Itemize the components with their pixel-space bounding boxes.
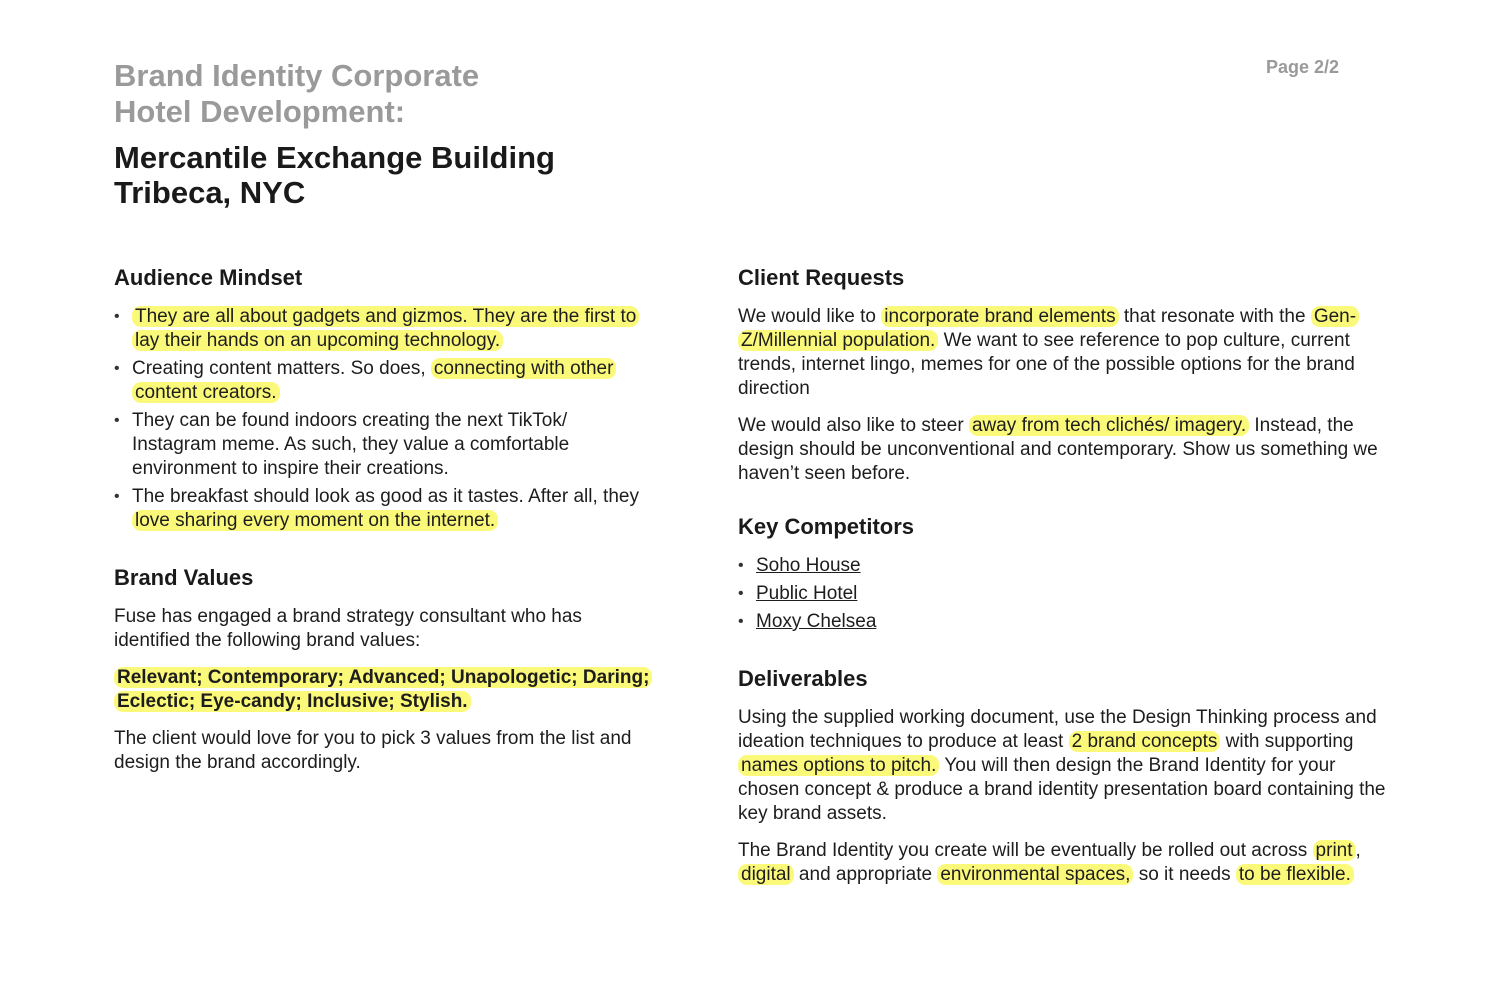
- header-line-4: Tribeca, NYC: [114, 175, 306, 210]
- text: with supporting: [1220, 731, 1354, 752]
- highlight: connecting with other content creators.: [132, 358, 616, 403]
- deliverables-section: [738, 664, 1398, 887]
- deliverables-title: Deliverables: [738, 666, 868, 691]
- competitors-section: [738, 512, 1398, 634]
- highlight: away from tech clichés/ imagery.: [969, 415, 1249, 436]
- text: We want to see reference to pop culture, current trends, internet lingo, memes for one of the possible options for the brand direction: [738, 330, 1355, 399]
- brand-values-section: [114, 563, 654, 775]
- text: We would also like to steer: [738, 415, 969, 436]
- audience-section: [114, 263, 654, 533]
- header-line-3: Mercantile Exchange Building: [114, 140, 555, 175]
- highlight: to be flexible.: [1236, 864, 1354, 885]
- text: Creating content matters. So does,: [132, 358, 431, 379]
- audience-bullet-3: • They can be found indoors creating the next TikTok/ Instagram meme. As such, they value a comfortable environment to inspire their creations.: [114, 409, 654, 481]
- client-requests-title: Client Requests: [738, 265, 905, 290]
- highlight: print: [1313, 840, 1356, 861]
- audience-bullet-2: [114, 357, 654, 405]
- highlight: They are all about gadgets and gizmos. They are the first to lay their hands on an upcoming technology.: [132, 306, 639, 351]
- brand-values-intro: Fuse has engaged a brand strategy consultant who has identified the following brand values:: [114, 606, 582, 651]
- text: The Brand Identity you create will be eventually be rolled out across: [738, 840, 1313, 861]
- brand-values-title: Brand Values: [114, 565, 254, 590]
- header-line-1: Brand Identity Corporate: [114, 58, 480, 93]
- text: You will then design the Brand Identity for your chosen concept & produce a brand identity presentation board containing the key brand assets.: [738, 755, 1386, 824]
- competitor-link-moxy-chelsea[interactable]: Moxy Chelsea: [756, 611, 877, 632]
- highlight: digital: [738, 864, 794, 885]
- highlight: love sharing every moment on the internet.: [132, 510, 498, 531]
- text: The breakfast should look as good as it tastes. After all, they: [132, 486, 639, 507]
- audience-title: Audience Mindset: [114, 265, 303, 290]
- text: and appropriate: [793, 864, 938, 885]
- competitor-link-soho-house[interactable]: Soho House: [756, 555, 861, 576]
- deliverables-paragraph-2: [738, 839, 1398, 887]
- header-line-2: Hotel Development:: [114, 94, 406, 129]
- highlight: environmental spaces,: [937, 864, 1133, 885]
- highlight: Relevant; Contemporary; Advanced; Unapologetic; Daring; Eclectic; Eye-candy; Inclusive; Stylish.: [114, 667, 652, 712]
- audience-bullet-4: [114, 485, 654, 533]
- left-column: [114, 263, 654, 775]
- brand-values-list: [114, 666, 654, 714]
- page-number: Page 2/2: [1266, 57, 1340, 77]
- text: so it needs: [1133, 864, 1236, 885]
- text: Instead, the design should be unconventional and contemporary. Show us something we haven’t seen before.: [738, 415, 1378, 484]
- highlight: names options to pitch.: [738, 755, 939, 776]
- audience-bullet-1: [114, 305, 654, 353]
- brand-values-outro: The client would love for you to pick 3 values from the list and design the brand accordingly.: [114, 728, 632, 773]
- highlight: incorporate brand elements: [881, 306, 1118, 327]
- text: We would like to: [738, 306, 882, 327]
- competitor-link-public-hotel[interactable]: Public Hotel: [756, 583, 858, 604]
- client-requests-paragraph-1: [738, 305, 1398, 401]
- text: Using the supplied working document, use the Design Thinking process and ideation techniques to produce at least: [738, 707, 1377, 752]
- audience-list: [114, 305, 654, 533]
- highlight: Gen-Z/Millennial population.: [738, 306, 1359, 351]
- right-column: [738, 263, 1398, 887]
- text: ,: [1355, 840, 1361, 861]
- highlight: 2 brand concepts: [1069, 731, 1221, 752]
- deliverables-paragraph-1: [738, 706, 1398, 826]
- header-title: [114, 140, 734, 210]
- text: that resonate with the: [1118, 306, 1311, 327]
- competitor-item: [738, 610, 1398, 634]
- client-requests-paragraph-2: [738, 414, 1398, 486]
- competitor-item: [738, 582, 1398, 606]
- client-requests-section: [738, 263, 1398, 486]
- header-subtitle: [114, 58, 734, 130]
- competitors-title: Key Competitors: [738, 514, 915, 539]
- competitors-list: [738, 554, 1398, 634]
- document-header: [114, 58, 734, 210]
- competitor-item: [738, 554, 1398, 578]
